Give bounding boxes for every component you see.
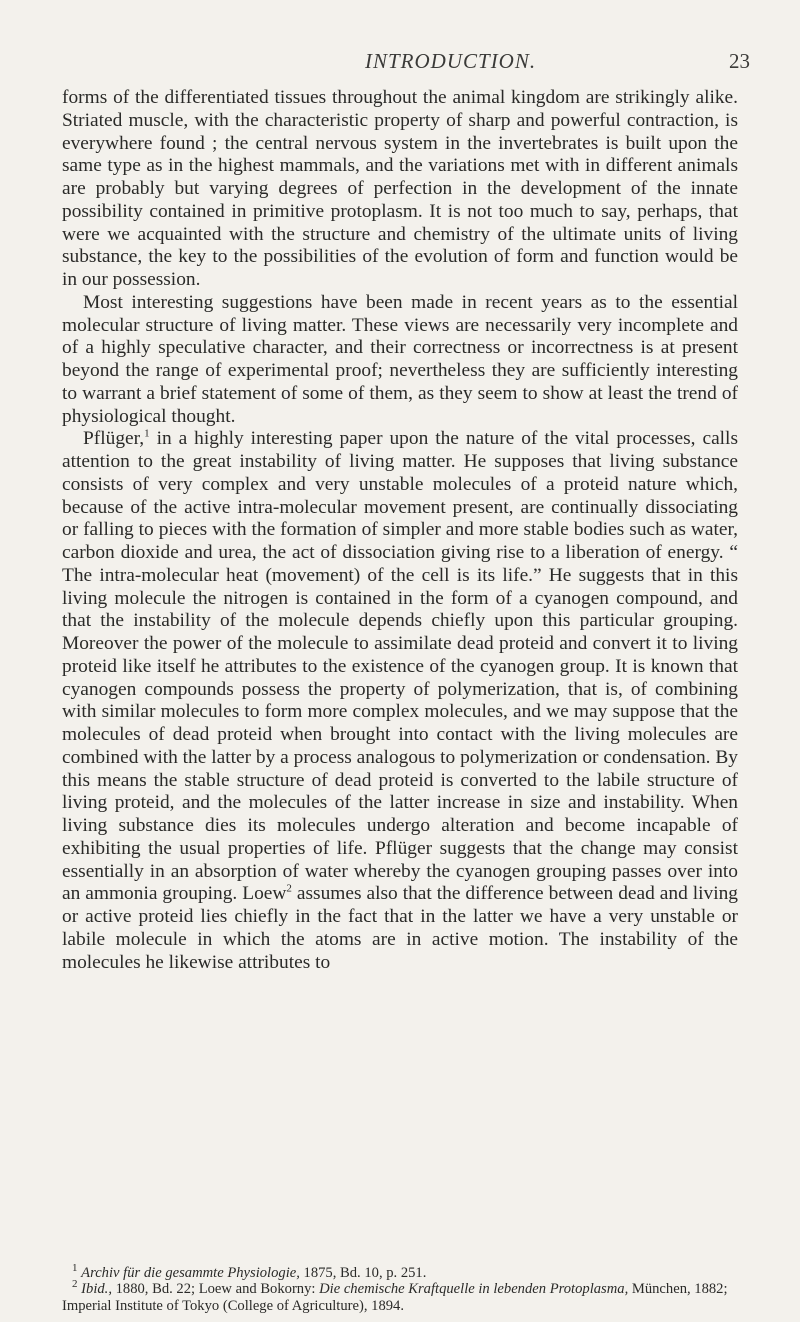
footnote-1-title: Archiv für die gesammte Physiologie, (81, 1265, 300, 1281)
footnote-marker: 1 (72, 1262, 78, 1275)
page-header (0, 49, 800, 79)
paragraph-1: forms of the differentiated tissues throughout the animal kingdom are strikingly alike. Striated muscle, with the characteristic property of sharp and powerful contraction, is everywhere found ; the central nervous system in the invertebrates is built upon the same type as in the highest mammals, and the variations met with in different animals are probably but varying degrees of perfection in the development of the innate possibility contained in primitive protoplasm. It is not too much to say, perhaps, that were we acquainted with the structure and chemistry of the ultimate units of living substance, the key to the possibilities of the evolution of form and function would be in our possession. (62, 87, 738, 290)
footnote-1-rest: 1875, Bd. 10, p. 251. (299, 1265, 427, 1281)
footnote-2-title: Die chemische Kraftquelle in lebenden Protoplasma, (319, 1281, 629, 1298)
paragraph-3-start: Pflüger, (83, 428, 145, 450)
paragraph-3-middle: in a highly interesting paper upon the nature of the vital processes, calls attention to the great instability of living matter. He supposes that living substance consists of very complex and very unstable molecules of a proteid nature which, because of the active intra-molecular movement present, are continually dissociating or falling to pieces with the formation of simpler and more stable bodies such as water, carbon dioxide and urea, the act of dissociation giving rise to a liberation of energy. “ The intra-molecular heat (movement) of the cell is its life.” He suggests that in this living molecule the nitrogen is contained in the form of a cyanogen compound, and that the instability of the molecule depends chiefly upon this particular grouping. Moreover the power of the molecule to assimilate dead proteid and convert it to living proteid like itself he attributes to the existence of the cyanogen group. It is known that cyanogen compounds possess the property of polymerization, that is, of combining with similar molecules to form more complex molecules, and we may suppose that the molecules of dead proteid when brought into contact with the living molecules are combined with the latter by a process analogous to polymerization or condensation. By this means the stable structure of dead proteid is converted to the labile structure of living proteid, and the molecules of the latter increase in size and instability. When living substance dies its molecules undergo alteration and become incapable of exhibiting the usual properties of life. Pflüger suggests that the change may consist essentially in an absorption of water whereby the cyanogen grouping passes over into an ammonia grouping. Loew (62, 428, 738, 905)
footnote-2-rest2: München, 1882; Imperial Institute of Tokyo (College of Agriculture), 1894. (62, 1281, 728, 1314)
footnote-ref-1: 1 (144, 427, 150, 440)
footnote-marker: 2 (72, 1278, 78, 1291)
footnote-2 (62, 1278, 738, 1314)
paragraph-2: Most interesting suggestions have been made in recent years as to the essential molecular structure of living matter. These views are necessarily very incomplete and of a highly speculative character, and their correctness or incorrectness is at present beyond the range of experimental proof; nevertheless they are sufficiently interesting to warrant a brief statement of some of them, as they seem to show at least the trend of physiological thought. (62, 291, 738, 427)
paragraph-3 (62, 428, 738, 974)
footnote-2-ibid: Ibid., (81, 1281, 112, 1298)
footnote-2-rest: 1880, Bd. 22; Loew and Bokorny: (111, 1281, 320, 1298)
footnote-1 (62, 1262, 738, 1281)
footnote-ref-2: 2 (286, 882, 292, 895)
footnotes (62, 1262, 738, 1314)
page-number: 23 (729, 49, 750, 73)
paragraph-3-end: assumes also that the difference between dead and living or active proteid lies chiefly in the fact that in the latter we have a very unstable or labile molecule in which the atoms are in active motion. The instability of the molecules he likewise attributes to (62, 883, 738, 973)
body-text (62, 87, 738, 974)
running-head: INTRODUCTION. (365, 49, 537, 73)
